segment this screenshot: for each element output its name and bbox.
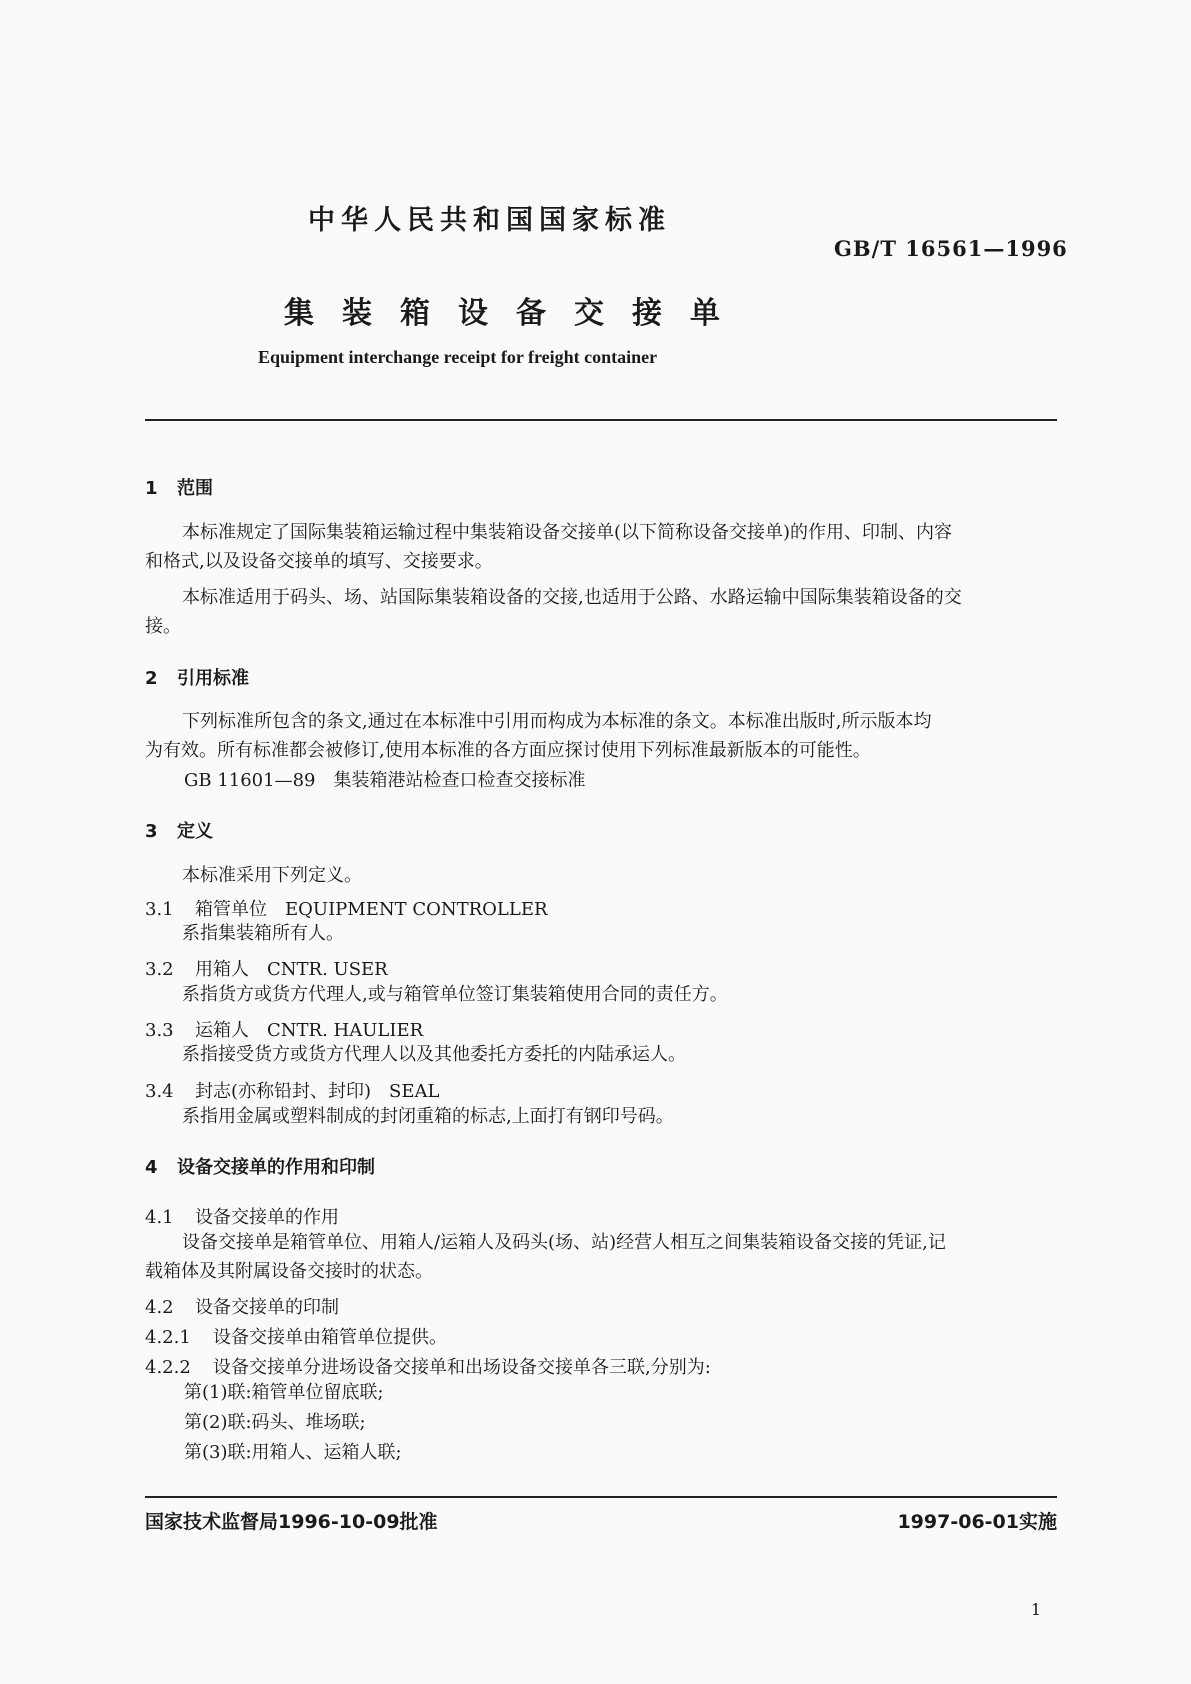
section-number: 2 xyxy=(145,668,158,689)
clause-4-2-1 xyxy=(145,1323,447,1349)
section-number: 3 xyxy=(145,821,158,842)
subsection-title: 设备交接单的印制 xyxy=(195,1297,339,1318)
subsection-4-1-heading xyxy=(145,1203,339,1229)
section-title: 范围 xyxy=(177,478,213,499)
definition-term-row xyxy=(145,895,548,921)
page-number: 1 xyxy=(1030,1600,1041,1619)
definition-description: 系指集装箱所有人。 xyxy=(182,923,344,944)
subsection-title: 设备交接单的作用 xyxy=(195,1207,339,1228)
paragraph-line: 载箱体及其附属设备交接时的状态。 xyxy=(145,1261,433,1282)
term-en: CNTR. USER xyxy=(267,959,388,980)
clause-number: 3.1 xyxy=(145,899,174,920)
approval-date: 国家技术监督局1996-10-09批准 xyxy=(145,1511,438,1533)
subsection-4-2-heading xyxy=(145,1293,339,1319)
clause-number: 4.2.1 xyxy=(145,1327,191,1348)
section-2-heading xyxy=(145,664,249,690)
document-title: 集装箱设备交接单 xyxy=(284,296,748,331)
copy-list-item: 第(2)联:码头、堆场联; xyxy=(184,1412,366,1433)
definition-term-row xyxy=(145,1016,423,1042)
section-4-heading xyxy=(145,1153,375,1179)
definition-description: 系指货方或货方代理人,或与箱管单位签订集装箱使用合同的责任方。 xyxy=(182,984,728,1005)
clause-text: 设备交接单分进场设备交接单和出场设备交接单各三联,分别为: xyxy=(213,1357,711,1378)
section-title: 设备交接单的作用和印制 xyxy=(177,1157,375,1178)
clause-number: 4.2.2 xyxy=(145,1357,191,1378)
footer-rule xyxy=(145,1496,1057,1498)
term-en: SEAL xyxy=(389,1081,440,1102)
paragraph-line: 本标准适用于码头、场、站国际集装箱设备的交接,也适用于公路、水路运输中国际集装箱设备的交 xyxy=(182,587,962,608)
term-en: CNTR. HAULIER xyxy=(267,1020,424,1041)
header-rule xyxy=(145,419,1057,421)
section-number: 1 xyxy=(145,478,158,499)
paragraph-line: 为有效。所有标准都会被修订,使用本标准的各方面应探讨使用下列标准最新版本的可能性。 xyxy=(145,740,871,761)
section-number: 4 xyxy=(145,1157,158,1178)
term-cn: 箱管单位 xyxy=(195,899,267,920)
clause-number: 4.1 xyxy=(145,1207,174,1228)
definition-term-row xyxy=(145,955,388,981)
term-en: EQUIPMENT CONTROLLER xyxy=(285,899,548,920)
clause-number: 4.2 xyxy=(145,1297,174,1318)
section-title: 定义 xyxy=(177,821,213,842)
clause-number: 3.3 xyxy=(145,1020,174,1041)
standard-number: GB/T 16561—1996 xyxy=(834,236,1068,261)
term-cn: 用箱人 xyxy=(195,959,249,980)
section-3-heading xyxy=(145,817,213,843)
paragraph-line: 下列标准所包含的条文,通过在本标准中引用而构成为本标准的条文。本标准出版时,所示版本均 xyxy=(182,711,932,732)
copy-list-item: 第(1)联:箱管单位留底联; xyxy=(184,1382,384,1403)
clause-number: 3.2 xyxy=(145,959,174,980)
definition-description: 系指接受货方或货方代理人以及其他委托方委托的内陆承运人。 xyxy=(182,1044,686,1065)
clause-4-2-2 xyxy=(145,1353,711,1379)
reference-code: GB 11601—89 xyxy=(184,770,316,791)
copy-list-item: 第(3)联:用箱人、运箱人联; xyxy=(184,1442,402,1463)
paragraph-line: 和格式,以及设备交接单的填写、交接要求。 xyxy=(145,551,493,572)
definition-description: 系指用金属或塑料制成的封闭重箱的标志,上面打有钢印号码。 xyxy=(182,1106,674,1127)
definitions-intro: 本标准采用下列定义。 xyxy=(182,865,362,886)
national-standard-label: 中华人民共和国国家标准 xyxy=(308,205,671,236)
definition-term-row xyxy=(145,1077,439,1103)
reference-standard xyxy=(184,772,586,790)
term-cn: 运箱人 xyxy=(195,1020,249,1041)
term-cn: 封志(亦称铅封、封印) xyxy=(195,1081,372,1102)
effective-date: 1997-06-01实施 xyxy=(897,1511,1057,1533)
paragraph-line: 设备交接单是箱管单位、用箱人/运箱人及码头(场、站)经营人相互之间集装箱设备交接的凭证,记 xyxy=(182,1232,946,1253)
reference-title: 集装箱港站检查口检查交接标准 xyxy=(333,770,586,791)
section-1-heading xyxy=(145,474,213,500)
paragraph-line: 接。 xyxy=(145,616,181,637)
clause-number: 3.4 xyxy=(145,1081,174,1102)
clause-text: 设备交接单由箱管单位提供。 xyxy=(213,1327,447,1348)
paragraph-line: 本标准规定了国际集装箱运输过程中集装箱设备交接单(以下简称设备交接单)的作用、印制、内容 xyxy=(182,522,953,543)
document-subtitle-en: Equipment interchange receipt for freight container xyxy=(258,347,658,367)
section-title: 引用标准 xyxy=(177,668,249,689)
